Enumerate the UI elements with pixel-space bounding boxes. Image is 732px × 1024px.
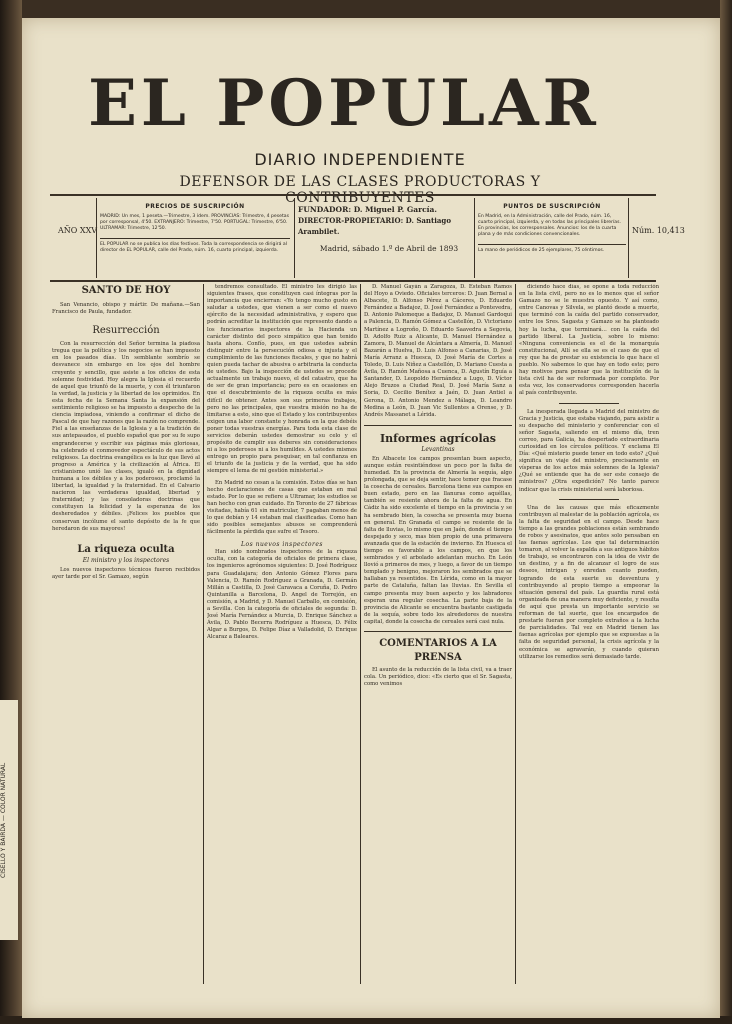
prices-text: MADRID: Un mes, 1 peseta.—Trimestre, 3 ídem. PROVINCIAS: Trimestre, 4 pesetas por corresponsal, 4'50. EXTRANJERO: Trimestre, 7'50. PORTUGAL: Trimestre, 6'50. ULTRAMAR: Trimestre, 12'50. [100, 214, 289, 231]
column-right [519, 284, 659, 984]
column-middle [207, 284, 357, 984]
inspectores-heading: Los nuevos inspectores [241, 541, 323, 549]
founder-line: FUNDADOR: D. Miguel P. García. [298, 205, 437, 214]
right-text-1: diciendo hace días, se opone a toda reducción en la lista civil, pero no es lo menos que el señor Gamazo no se le muestra opuesto. Y así como, entre Canovas y Silvela, se plantó desde a muerte, que terminó con la caída del partido conservador, entre los Sres. Sagasta y Gamazo se ha planteado hoy la lucha, que terminará... con la caída del partido liberal. La Justicia, sobre lo mismo: «Ninguna conveniencia es el de la monarquía constitucional, Allí se ella se es el caso de que el rey que ha de prestar su existencia lo que hace el pueblo. No sabemos lo que hay en todo esto; pero hay motivos para pensar que la institución de la lista civil ha de ser reformada por completo. Por esta vez, los conservadores corresponden hacerla al país contribuyente. [519, 284, 659, 397]
middle-text-3: Han sido nombrados inspectores de la riqueza oculta, con la categoría de oficiales de primera clase, los ingenieros agrónomos siguientes: D. José Rodríguez para Guadalajara; don Antonio Gómez Flores para Valencia, D. Ramón Rodríguez a Granada, D. Germán Millán a Castilla, D. José Caravaca a Coruña, D. Pedro Quintanilla a Barcelona, D. Angel de Torrejón, en comisión, a Madrid, y D. Manuel Carballo, en comisión, a Sevilla. Con la categoría de oficiales de segunda: D. José María Fernández a Murcia, D. Enrique Sánchez a Ávila, D. Pablo Becerra Rodríguez a Huesca, D. Félix Algar a Burgos, D. Felipe Díaz a Valladolid, D. Enrique Alcaraz a Baleares. [207, 549, 357, 641]
points-box [478, 203, 626, 254]
right-text-3: Una de las causas que más eficazmente contribuyen al malestar de la población agrícola, es la falta de seguridad en el campo. Desde hace tiempo a las grandes poblaciones están sembrando de robos y asesinatos, que antes solo pensaban en las faenas agrícolas. Los que tal determinación tomaron, al volver la espalda a sus antiguos hábitos de trabajo, se encontraron con la idea de vivir de un destino, y a fin de alcanzar el logro de sus deseos, intrigan y enredan cuanto pueden, logrando de esta suerte su desventura y contribuyendo al propio tiempo a empeorar la situación general del país. La guardia rural está organizada de una manera muy deficiente, y resulta de aquí que presta un importante servicio se reforman de tal suerte, que los encargados de prestarle fueran por completo extraños a la lucha de parcialidades. Tal vez en Madrid tienen las faenas agrícolas por ejemplo que se expuestas a la falta de seguridad personal, la crisis agrícola y la económica se agravarán, y cuando quieran utilizarse los remedios será demasiado tarde. [519, 504, 659, 660]
column-divider [203, 284, 204, 984]
header-divider [96, 198, 97, 278]
prices-box [100, 203, 290, 254]
prices-title: PRECIOS DE SUSCRIPCIÓN [145, 203, 245, 210]
informes-heading: Informes agrícolas [380, 431, 496, 445]
comentarios-heading: COMENTARIOS A LA PRENSA [379, 638, 497, 664]
informes-subheading: Levantinas [421, 445, 455, 453]
masthead-tagline: DEFENSOR DE LAS CLASES PRODUCTORAS Y CONTRIBUYENTES [179, 174, 541, 206]
rm-text-1: D. Manuel Gayán a Zaragoza, D. Esteban Ramos del Hoyo a Oviedo. Oficiales terceros: D. Juan Bernal a Albacete, D. Alfonso Pérez a Cáceres, D. Eduardo Fernández a Badajoz, D. José Fernández a Pontevedra, D. Antonio Palomeque a Badajoz, D. Manuel Gardoqui a Palencia, D. Ramón Gómez a Castellón, D. Victoriano Martínez a Logroño, D. Eduardo Saavedra a Segovia, D. Adolfo Ruiz a Alicante, D. Manuel Hernández a Zamora, D. Manuel de Alcántara a Almería, D. Manuel Bazarán a Huelva, D. Luis Alfonso a Canarias, D. José María Arranz a Huesca, D. José María de Cortes a Toledo, D. Luis Niñez a Castellón, D. Mariano Cuesta a Ávila, D. Ramón Mañosa a Cuenca, D. Agustín Eguía a Santander, D. Leopoldo Hernández a Lugo, D. Víctor Alejo Bruzos a Ciudad Real, D. José María Sanz a Soria, D. Cecilio Benítez a Jaén, D. Juan Antiel a Gerona, D. Antonio Mendez a Málaga, D. Leandro Medina a León, D. Juan Vic Sullentes a Orense, y D. Andrés Massanet a Lérida. [364, 284, 512, 418]
masthead-rule [50, 194, 656, 196]
header-divider [628, 198, 629, 278]
right-edge [720, 0, 732, 1024]
right-text-2: La inesperada llegada a Madrid del ministro de Gracia y Justicia, que estaba viajando, para asistir a su despacho del ministerio y conferenciar con el señor Sagasta, saliendo en el mismo día, tren correo, para Galicia, ha despertado extraordinaria curiosidad en los círculos políticos. Y exclama El Día: «Qué misterio puede tener en todo esto? ¿Qué significa un viaje del ministro, precisamente en vísperas de los actos más solemnes de la Iglesia? ¿Qué se entiende que ha de ser este consejo de ministros? ¿Otra expedición? No tanto parece indicar que la crisis ministerial será laboriosa. [519, 408, 659, 493]
column-divider [360, 284, 361, 984]
side-stamp: CISELLO Y BAIRDA — COLOR NATURAL [0, 700, 18, 940]
middle-text-2: En Madrid no cesan a la comisión. Estos días se han hecho declaraciones de casas que estaban en mal estado. Por lo que se refiere a Ultramar, los estudios se han hecho con gran cuidado. En Toronto de 27 fábricas visitadas, había 61 sin matricular, 7 pagaban menos de lo que debían y 14 estaban mal clasificadas. Como han sido posibles semejantes abusos se comprenderá fácilmente la pérdida que sufre el Tesoro. [207, 479, 357, 536]
points-title: PUNTOS DE SUSCRIPCIÓN [503, 203, 601, 210]
prices-note: EL POPULAR no se publica los días festivos. Toda la correspondencia se dirigirá al director de EL POPULAR, calle del Prado, núm. 16, cuarto principal, izquierda. [100, 238, 290, 254]
director-line: DIRECTOR-PROPIETARIO: D. Santiago Arambilet. [298, 216, 451, 236]
points-note: La mano de periódicos de 25 ejemplares, 75 céntimos. [478, 244, 626, 254]
year-label: AÑO XXV [58, 226, 98, 235]
resurreccion-text: Con la resurrección del Señor termina la piadosa tregua que la política y los negocios se han impuesto en los pasados días. Un semblante sombrío se desvanece sin embargo en los ojos del hombre creyente y sencillo, que asiste a los oficios de esta solemne festividad. Hoy alegra la Iglesia el recuerdo de aquel que triunfó de la muerte, y con él triunfaron la verdad, la justicia y la libertad de los oprimidos. En esta fecha de la Semana Santa la expansión del sentimiento religioso se ha impuesto a despecho de la ciencia impiadosa, viniendo a confirmar el dicho de Pascal de que hay razones que la razón no comprende. Fiel a las enseñanzas de la Iglesia y a la tradición de sus antepasados, el pueblo español que por su fe supo engrandecerse y escribir sus páginas más gloriosas, ha celebrado el conmovedor espectáculo de sus actos religiosos. La doctrina evangélica es la luz que llevó al progreso a América y la civilización al África. El cristianismo unió las clases, igualó en la dignidad humana a los débiles y a los poderosos, proclamó la libertad, la igualdad y la fraternidad. En el Calvario nacieron las verdaderas igualdad, libertad y fraternidad; y las consoladoras doctrinas que constituyen la felicidad y la esperanza de los desheredados y débiles. ¡Felices los pueblos que conservan incólume el santo depósito de la fe que heredaron de sus mayores! [52, 341, 200, 532]
points-text: En Madrid, en la Administración, calle del Prado, núm. 16, cuarto principal, izquierda, y en todas las principales librerías. En provincias, los corresponsales. Anuncios: los de la cuarta plana y de más condiciones convencionales. [478, 214, 621, 237]
rm-text-3: El asunto de la reducción de la lista civil, va a traer cola. Un periódico, dice: «Es cierto que el Sr. Sagasta, como venimos [364, 667, 512, 688]
santo-text: San Venancio, obispo y mártir. De mañana.—San Francisco de Paula, fundador. [52, 302, 200, 316]
issue-number: Núm. 10,413 [632, 226, 685, 235]
header-bottom-rule [50, 280, 656, 282]
column-right-middle [364, 284, 512, 984]
header-divider [474, 198, 475, 278]
middle-text-1: tendremos consultado. El ministro les dirigió las siguientes frases, que constituyen casi íntegras por la importancia que encierran: «Yo tengo mucho gusto en saludar a ustedes, que vienen a ser como el nuevo ejército de la necesidad administrativa, y espero que podrán acreditar la institución que represento dando a los funcionarios inspectores de la Hacienda un carácter distinto del poco simpático que han tenido hasta ahora. Confío, pues, en que ustedes sabrán distinguir entre la persecución odiosa e injusta y el cumplimiento de las funciones fiscales, y que no habrá quien pueda tachar de abusiva o arbitraria la conducta de ustedes. Bajo la inspección de ustedes se procede actualmente un trabajo nuevo, el del catastro, que ha de ser de gran importancia; pero es en ocasiones en que el descubrimiento de la riqueza oculta es más difícil de obtener. Antes son sus primeras trabajos, pero no las principales, que vuestra misión no ha de limitarse a esto, sino que el Estado y los contribuyentes exigen una labor constante y honrada en la que debéis poner todas vuestras energías. Para toda esta clase de servicios deberán ustedes demostrar su celo y el propósito de cumplir sus deberes sin consideraciones ni a los poderosos ni a los humildes. A ustedes mismos entrego un propio para pesquisar, en tal confianza en el triunfo de la justicia y de la verdad, que ha sido siempre el lema de mi gestión ministerial.» [207, 284, 357, 475]
masthead-title: EL POPULAR [88, 66, 600, 141]
dateline: Madrid, sábado 1.º de Abril de 1893 [319, 244, 459, 253]
riqueza-subheading: El ministro y los inspectores [82, 556, 170, 564]
column-divider [515, 284, 516, 984]
resurreccion-heading: Resurrección [92, 325, 160, 337]
header-divider [294, 198, 295, 278]
column-left [52, 284, 200, 984]
riqueza-text: Los nuevos inspectores técnicos fueron recibidos ayer tarde por el Sr. Gamazo, según [52, 566, 200, 580]
founder-box [298, 204, 468, 237]
santo-heading: SANTO DE HOY [81, 285, 171, 296]
riqueza-heading: La riqueza oculta [77, 543, 175, 555]
rm-text-2: En Albacete los campos presentan buen aspecto, aunque están resintiéndose un poco por la falta de humedad. En la provincia de Almería la sequía, algo prolongada, que se deja sentir, hace temer que fracase la cosecha de cereales. Barcelona tiene sus campos en buen estado, pero en las llanuras como aquéllas, también se resiente ahora de la falta de agua. En Cádiz ha sido excelente el tiempo en la provincia y se ha sembrado bien, la cosecha se presenta muy buena en general. En Granada el campo se resiente de la falta de lluvias, lo mismo que en Jaén, donde el tiempo despejado y seco, mas bien propio de una primavera avanzada que de la estación de invierno. En Huesca el tiempo es favorable a los campos, en que los sembrados y el arbolado adelantan mucho. En León llovió a primeros de mes, y luego, a favor de un tiempo templado y benigno, mejoraron los sembrados que se hallaban ya resentidos. En Lérida, como en la mayor parte de Cataluña, faltan las lluvias. En Sevilla el campo presenta muy buen aspecto y los labradores esperan una regular cosecha. La parte baja de la provincia de Alicante se encuentra bastante castigada de la sequía, sobre todo los alrededores de nuestra capital, donde la cosecha de cereales será casi nula. [364, 455, 512, 625]
masthead-subtitle: DIARIO INDEPENDIENTE [254, 150, 466, 169]
